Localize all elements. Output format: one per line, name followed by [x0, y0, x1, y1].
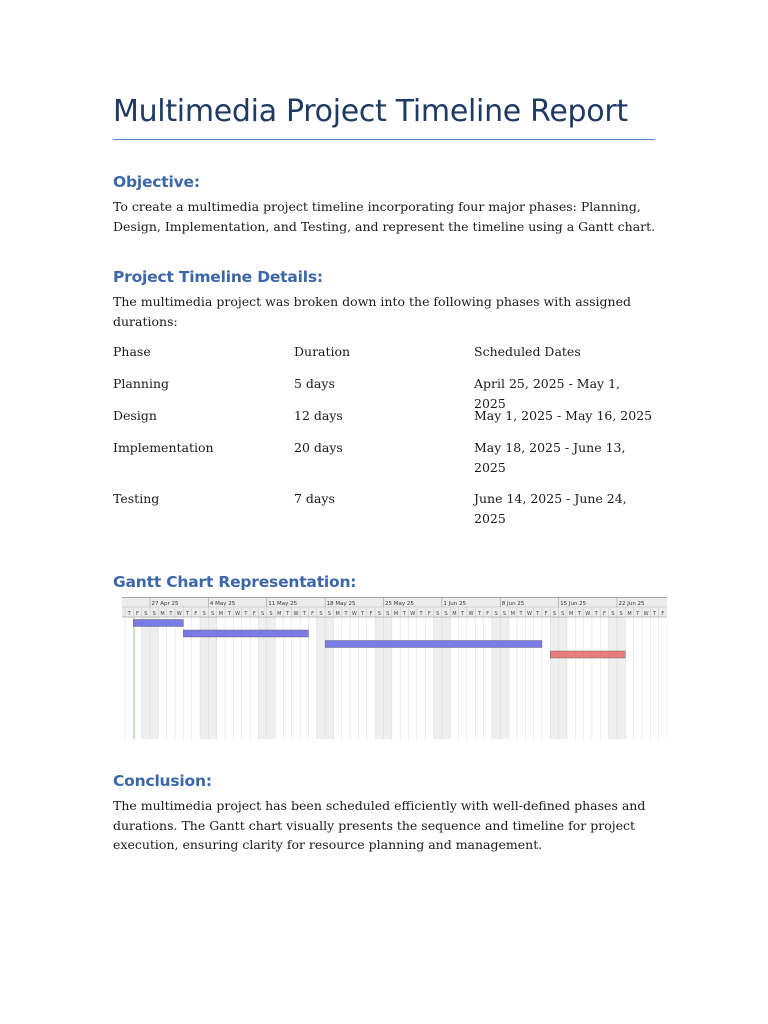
weekend-shade — [559, 617, 567, 739]
day-letter-label: F — [486, 611, 490, 617]
conclusion-heading: Conclusion: — [113, 772, 212, 790]
table-row — [113, 374, 658, 411]
objective-heading: Objective: — [113, 173, 200, 191]
day-letter-label: T — [344, 611, 348, 617]
weekend-shade — [492, 617, 500, 739]
week-label: 11 May 25 — [268, 601, 298, 607]
gantt-heading: Gantt Chart Representation: — [113, 573, 357, 591]
duration-cell: 12 days — [294, 408, 343, 423]
day-letter-label: S — [611, 611, 615, 617]
day-letter-label: F — [194, 611, 198, 617]
table-row — [113, 406, 658, 438]
day-letter-label: M — [160, 611, 165, 617]
day-letter-label: W — [468, 611, 474, 617]
day-letter-label: W — [176, 611, 182, 617]
day-letter-label: M — [393, 611, 399, 617]
phase-cell: Planning — [113, 376, 170, 391]
day-letter-label: S — [319, 611, 323, 617]
table-row — [113, 438, 658, 489]
timeline-intro: The multimedia project was broken down into the following phases with assigned durations: — [113, 294, 632, 329]
day-letter-label: S — [444, 611, 448, 617]
day-letter-label: F — [136, 611, 139, 617]
day-letter-label: T — [477, 611, 481, 617]
weekend-shade — [325, 617, 333, 739]
day-letter-label: W — [643, 611, 649, 617]
day-letter-label: F — [369, 611, 373, 617]
day-letter-label: S — [502, 611, 506, 617]
timeline-heading: Project Timeline Details: — [113, 268, 323, 286]
gantt-chart — [122, 597, 667, 739]
day-letter-label: S — [386, 611, 390, 617]
weekend-shade — [375, 617, 383, 739]
day-letter-label: T — [361, 611, 365, 617]
weekend-shade — [434, 617, 442, 739]
weekend-shade — [317, 617, 325, 739]
day-letter-label: T — [169, 611, 173, 617]
day-letter-label: M — [277, 611, 282, 617]
day-letter-label: T — [577, 611, 581, 617]
conclusion-text: The multimedia project has been scheduled efficiently with well-defined phases and durations. The Gantt chart visually presents the sequence and timeline for project execution, ensuring clarity for resource planning and management. — [113, 798, 646, 852]
week-label: 18 May 25 — [326, 601, 356, 607]
day-letter-label: S — [436, 611, 440, 617]
day-letter-label: S — [202, 611, 206, 617]
day-letter-label: F — [427, 611, 431, 617]
column-header-phase: Phase — [113, 344, 151, 359]
week-label: 15 Jun 25 — [560, 601, 587, 607]
column-header-dates: Scheduled Dates — [474, 344, 581, 359]
weekend-shade — [442, 617, 450, 739]
day-letter-label: S — [152, 611, 156, 617]
day-letter-label: W — [526, 611, 532, 617]
day-letter-label: F — [661, 611, 665, 617]
day-letter-label: T — [227, 611, 231, 617]
day-letter-label: S — [494, 611, 498, 617]
phase-cell: Implementation — [113, 440, 214, 455]
dates-cell: May 1, 2025 - May 16, 2025 — [474, 408, 653, 423]
day-letter-label: T — [594, 611, 598, 617]
day-letter-label: W — [293, 611, 299, 617]
column-header-duration: Duration — [294, 344, 351, 359]
duration-cell: 20 days — [294, 440, 343, 455]
day-letter-label: M — [510, 611, 515, 617]
day-letter-label: T — [127, 611, 131, 617]
day-letter-label: S — [210, 611, 215, 617]
day-letter-label: W — [410, 611, 416, 617]
week-label: 4 May 25 — [209, 601, 236, 607]
weekend-shade — [142, 617, 150, 739]
weekend-shade — [550, 617, 558, 739]
table-header-row — [113, 342, 658, 374]
weekend-shade — [383, 617, 391, 739]
day-letter-label: S — [619, 611, 623, 617]
day-letter-label: F — [544, 611, 548, 617]
task-bar — [133, 620, 183, 627]
day-letter-label: W — [351, 611, 357, 617]
duration-cell: 5 days — [294, 376, 335, 391]
task-bar — [325, 641, 542, 648]
day-letter-label: S — [561, 611, 565, 617]
day-letter-label: T — [536, 611, 540, 617]
day-letter-label: T — [302, 611, 306, 617]
day-letter-label: S — [327, 611, 331, 617]
dates-cell: April 25, 2025 - May 1, 2025 — [474, 376, 621, 411]
day-letter-label: W — [235, 611, 241, 617]
day-letter-label: T — [519, 611, 523, 617]
objective-text: To create a multimedia project timeline incorporating four major phases: Planning, Design, Implementation, and Testing, and represent the timeline using a Gantt chart. — [113, 199, 656, 234]
weekend-shade — [617, 617, 625, 739]
week-label: 22 Jun 25 — [618, 601, 645, 607]
weekend-shade — [609, 617, 617, 739]
table-row — [113, 489, 658, 540]
day-letter-label: M — [218, 611, 224, 617]
dates-cell: May 18, 2025 - June 13, 2025 — [474, 440, 626, 475]
task-bar — [183, 630, 308, 637]
day-letter-label: T — [461, 611, 465, 617]
day-letter-label: S — [377, 611, 381, 617]
week-label: 27 Apr 25 — [151, 601, 179, 607]
day-letter-label: T — [652, 611, 657, 617]
weekend-shade — [150, 617, 158, 739]
day-letter-label: F — [603, 611, 606, 617]
day-letter-label: S — [144, 611, 148, 617]
day-letter-label: T — [419, 611, 423, 617]
day-letter-label: W — [585, 611, 591, 617]
week-label: 25 May 25 — [384, 601, 414, 607]
timeline-table — [113, 342, 658, 540]
day-letter-label: T — [636, 611, 640, 617]
day-letter-label: S — [269, 611, 273, 617]
task-bar — [550, 651, 625, 658]
phase-cell: Testing — [113, 491, 160, 506]
title-underline — [113, 139, 655, 140]
dates-cell: June 14, 2025 - June 24, 2025 — [474, 491, 627, 526]
day-letter-label: T — [244, 611, 248, 617]
week-label: 1 Jun 25 — [443, 601, 466, 607]
gantt-chart-svg — [122, 597, 667, 739]
page-title: Multimedia Project Timeline Report — [113, 94, 628, 129]
day-letter-label: S — [260, 611, 265, 617]
day-letter-label: M — [452, 611, 457, 617]
day-letter-label: T — [402, 611, 406, 617]
duration-cell: 7 days — [294, 491, 335, 506]
day-letter-label: T — [286, 611, 290, 617]
day-letter-label: T — [186, 611, 190, 617]
day-letter-label: M — [627, 611, 632, 617]
week-label: 8 Jun 25 — [501, 601, 525, 607]
day-letter-label: M — [568, 611, 574, 617]
day-letter-label: F — [311, 611, 315, 617]
day-letter-label: S — [552, 611, 557, 617]
phase-cell: Design — [113, 408, 157, 423]
day-letter-label: M — [335, 611, 340, 617]
weekend-shade — [500, 617, 508, 739]
day-letter-label: F — [252, 611, 256, 617]
